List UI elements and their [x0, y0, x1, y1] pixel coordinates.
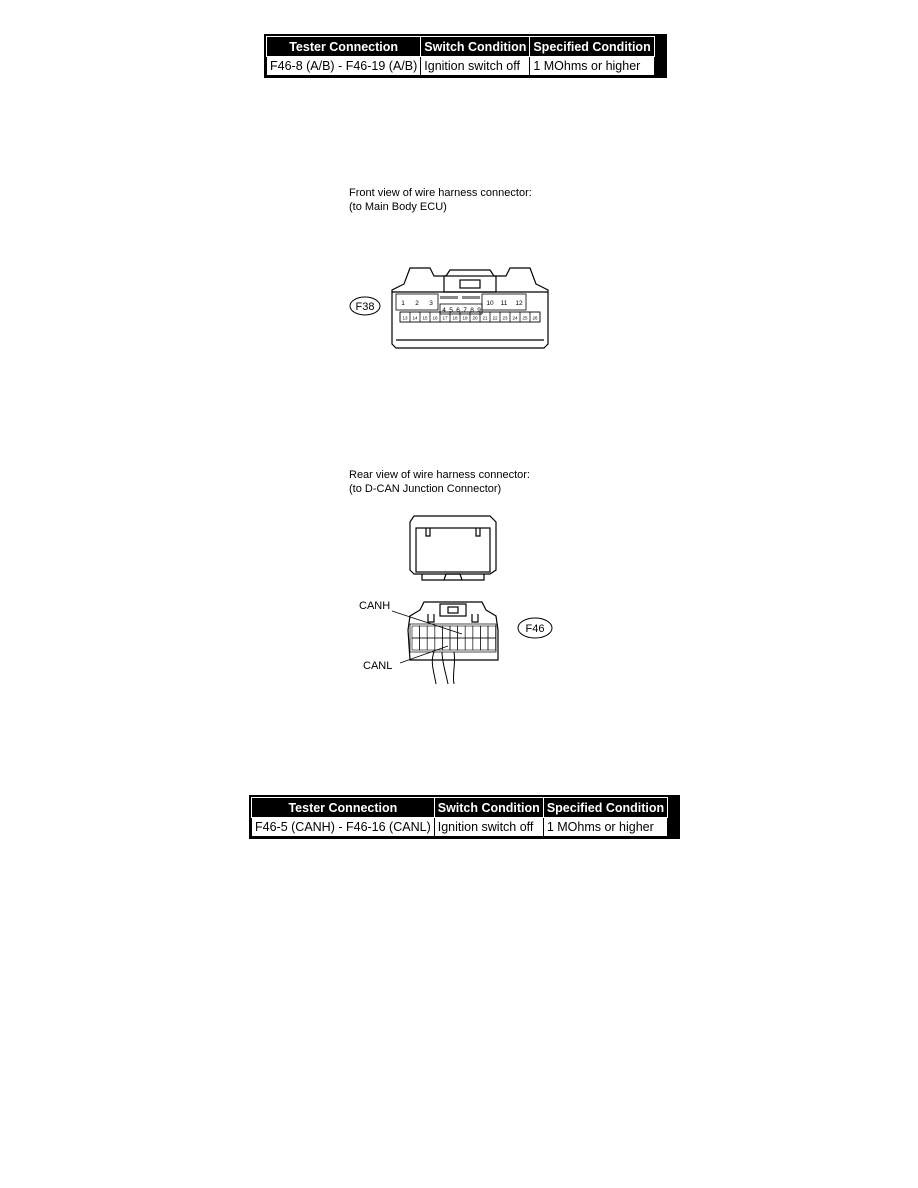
- figure1-caption-line1: Front view of wire harness connector:: [349, 187, 532, 199]
- f38-pin-17: 17: [442, 315, 448, 321]
- cell-specified-condition: 1 MOhms or higher: [543, 818, 667, 837]
- f46-pin-cell: [435, 626, 443, 638]
- f38-pin-6: 6: [456, 307, 460, 314]
- f38-pin-19: 19: [462, 315, 468, 321]
- f38-pin-1: 1: [401, 300, 405, 307]
- f46-pin-cell: [473, 638, 481, 650]
- f38-pin-3: 3: [429, 300, 433, 307]
- figure2-caption-line2: (to D-CAN Junction Connector): [349, 483, 502, 495]
- f38-pin-21: 21: [482, 315, 488, 321]
- cell-tester-connection: F46-8 (A/B) - F46-19 (A/B): [267, 57, 421, 76]
- f38-pin-14: 14: [412, 315, 418, 321]
- f46-pin-cell: [427, 626, 435, 638]
- f46-pin-cell: [488, 626, 496, 638]
- f38-pin-15: 15: [422, 315, 428, 321]
- figure1-caption: [349, 186, 532, 214]
- f38-pin-4: 4: [442, 307, 446, 314]
- table-row: [267, 57, 655, 76]
- f46-connector-diagram: [350, 512, 570, 687]
- table-header-row: [267, 37, 655, 57]
- f46-pin-cell: [465, 638, 473, 650]
- f38-pin-2: 2: [415, 300, 419, 307]
- f46-pin-cell: [465, 626, 473, 638]
- table-row: [252, 818, 668, 837]
- f38-pin-26: 26: [532, 315, 538, 321]
- cell-switch-condition: Ignition switch off: [434, 818, 543, 837]
- figure2-caption: [349, 468, 530, 496]
- f46-pin-cell: [427, 638, 435, 650]
- f46-pin-cell: [450, 638, 458, 650]
- f38-pin-5: 5: [449, 307, 453, 314]
- f38-label: F38: [355, 301, 375, 313]
- canl-label: CANL: [363, 660, 393, 672]
- f38-pin-12: 12: [515, 300, 523, 307]
- f46-pin-cell: [420, 626, 428, 638]
- f46-pin-cell: [442, 638, 450, 650]
- table-header-row: [252, 798, 668, 818]
- cell-specified-condition: 1 MOhms or higher: [530, 57, 654, 76]
- figure2-caption-line1: Rear view of wire harness connector:: [349, 469, 530, 481]
- f38-pin-25: 25: [522, 315, 528, 321]
- canh-label: CANH: [359, 600, 391, 612]
- f46-pin-cell: [412, 638, 420, 650]
- f38-pin-8: 8: [470, 307, 474, 314]
- header-tester-connection: Tester Connection: [252, 798, 435, 818]
- f46-label: F46: [525, 623, 545, 635]
- f38-pin-24: 24: [512, 315, 518, 321]
- f38-pin-18: 18: [452, 315, 458, 321]
- f46-pin-cell: [458, 638, 466, 650]
- f38-pin-9: 9: [477, 307, 481, 314]
- f38-pin-13: 13: [402, 315, 408, 321]
- figure1-caption-line2: (to Main Body ECU): [349, 201, 447, 213]
- f38-pin-11: 11: [500, 300, 508, 307]
- f38-pin-7: 7: [463, 307, 467, 314]
- f38-connector-diagram: [340, 262, 570, 354]
- f46-pin-cell: [420, 638, 428, 650]
- f46-pin-cell: [458, 626, 466, 638]
- f46-pin-cell: [480, 638, 488, 650]
- f46-pin-cell: [473, 626, 481, 638]
- f38-pin-20: 20: [472, 315, 478, 321]
- f46-pin-cell: [480, 626, 488, 638]
- f38-pin-10: 10: [486, 300, 494, 307]
- f38-pin-16: 16: [432, 315, 438, 321]
- header-switch-condition: Switch Condition: [434, 798, 543, 818]
- cell-switch-condition: Ignition switch off: [421, 57, 530, 76]
- f38-pin-23: 23: [502, 315, 508, 321]
- header-specified-condition: Specified Condition: [543, 798, 667, 818]
- f38-pin-22: 22: [492, 315, 498, 321]
- f46-pin-cell: [412, 626, 420, 638]
- header-tester-connection: Tester Connection: [267, 37, 421, 57]
- cell-tester-connection: F46-5 (CANH) - F46-16 (CANL): [252, 818, 435, 837]
- header-specified-condition: Specified Condition: [530, 37, 654, 57]
- spec-table-1: [264, 34, 667, 78]
- f46-pin-cell: [488, 638, 496, 650]
- spec-table-2: [249, 795, 680, 839]
- header-switch-condition: Switch Condition: [421, 37, 530, 57]
